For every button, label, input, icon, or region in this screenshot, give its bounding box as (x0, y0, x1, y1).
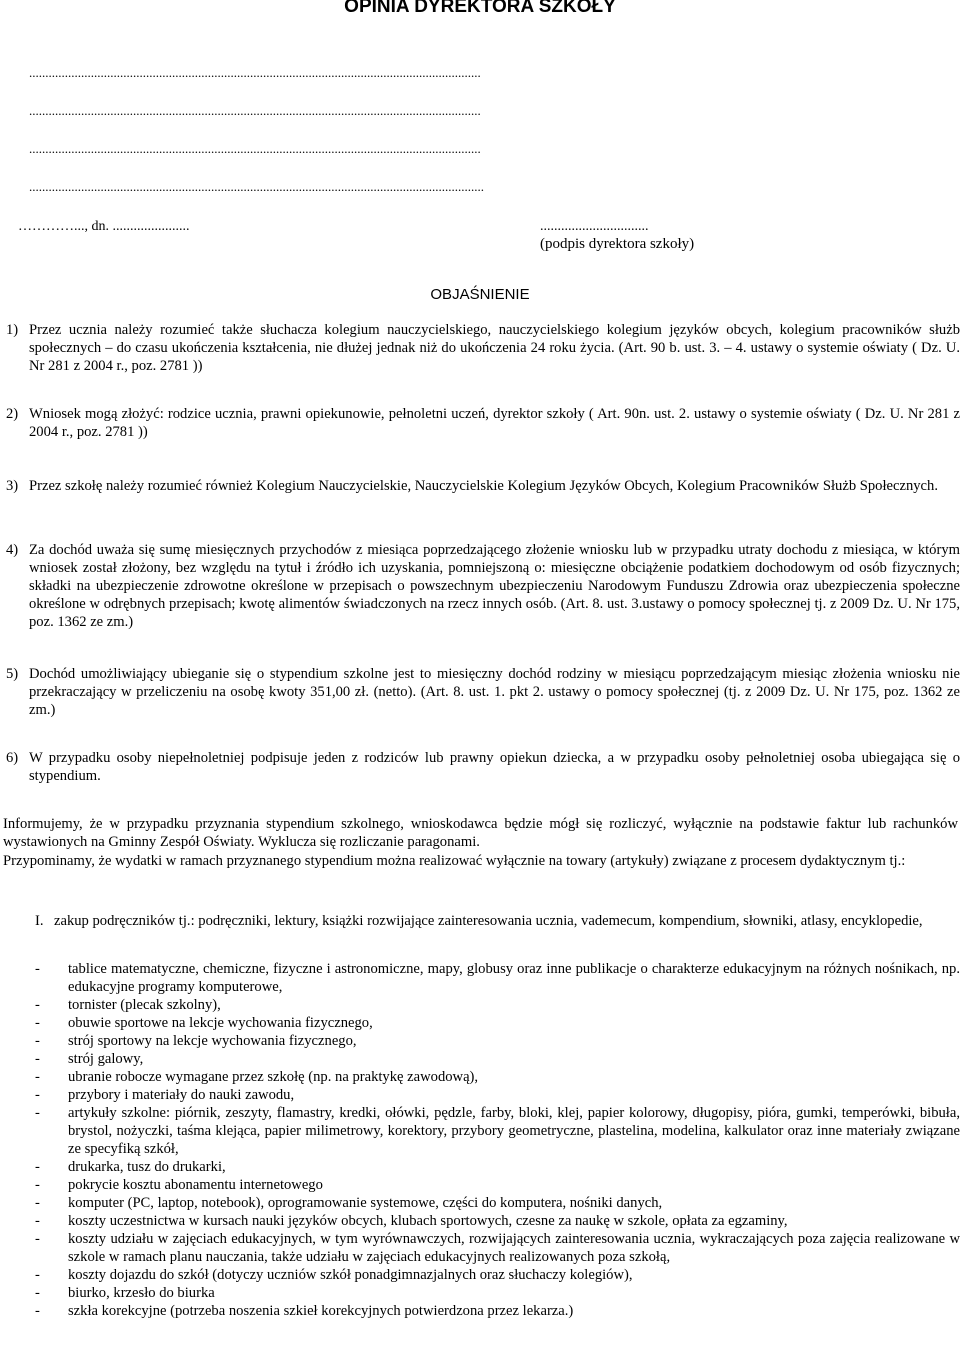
dash-marker: - (35, 1159, 40, 1175)
dash-marker: - (35, 1177, 40, 1193)
dash-marker: - (35, 997, 40, 1013)
note-number: 5) (6, 666, 19, 682)
list-item: - ubranie robocze wymagane przez szkołę (np. na praktykę zawodową), (35, 1069, 479, 1085)
note-6 (0, 749, 960, 785)
place-date-field: …………..., dn. ...................... (18, 219, 190, 234)
dot-line-2: ........................................................................................................................................... (29, 103, 481, 118)
info-paragraph: Informujemy, że w przypadku przyznania stypendium szkolnego, wnioskodawca będzie mógł się rozliczyć, wyłącznie na podstawie faktur lub rachunków wystawionych na Gminny Zespół Oświaty. Wyklucza się rozliczanie paragonami. (3, 816, 958, 850)
note-number: 6) (6, 750, 19, 766)
note-text: Za dochód uważa się sumę miesięcznych przychodów z miesiąca poprzedzającego złożenie wniosku lub w przypadku utraty dochodu z miesiąca, w którym wniosek został złożony, bez względu na tytuł i źródło ich uzyskania, pomniejszoną o: miesięczne obciążenie podatkiem dochodowym od osób fizycznych; składki na ubezpieczenie zdrowotne określone w przepisach o powszechnym ubezpieczeniu Narodowym Funduszu Zdrowia oraz ubezpieczenia społeczne określone w odrębnych przepisach; kwotę alimentów świadczonych na rzecz innych osób. (Art. 8. ust. 3.ustawy o pomocy społecznej tj. z 2009 Dz. U. Nr 175, poz. 1362 ze zm.) (29, 542, 960, 630)
item-marker: I. (35, 913, 44, 929)
note-number: 3) (6, 478, 19, 494)
note-text: Przez szkołę należy rozumieć również Kolegium Nauczycielskie, Nauczycielskie Kolegium Języków Obcych, Kolegium Pracowników Służb Społecznych. (29, 478, 938, 494)
note-text: Dochód umożliwiający ubieganie się o stypendium szkolne jest to miesięczny dochód rodziny w miesiącu poprzedzającym miesiąc złożenia wniosku nie przekraczający w przeliczeniu na osobę kwoty 351,00 zł. (netto). (Art. 8. ust. 1. pkt 2. ustawy o pomocy społecznej (tj. z 2009 Dz. U. Nr 175, poz. 1362 ze zm.) (29, 666, 960, 718)
list-item: - artykuły szkolne: piórnik, zeszyty, flamastry, kredki, ołówki, pędzle, farby, bloki, klej, papier kolorowy, długopisy, pióra, gumki, temperówki, bibuła, brystol, nożyczki, taśma klejąca, papier milimetrowy, korektory, przybory geometryczne, plastelina, modelina, kalkulator oraz inne materiały związane ze specyfiką szkół, (35, 1105, 960, 1157)
list-item: - przybory i materiały do nauki zawodu, (35, 1087, 295, 1103)
dash-marker: - (35, 961, 40, 977)
list-item: - obuwie sportowe na lekcje wychowania fizycznego, (35, 1015, 373, 1031)
note-text: Przez ucznia należy rozumieć także słuchacza kolegium nauczycielskiego, nauczycielskiego kolegium języków obcych, kolegium pracowników służb społecznych – do czasu ukończenia kształcenia, nie dłużej jednak niż do ukończenia 24 roku życia. (Art. 90 b. ust. 3. – 4. ustawy o systemie oświaty ( Dz. U. Nr 281 z 2004 r., poz. 2781 )) (29, 322, 960, 374)
dash-marker: - (35, 1195, 40, 1211)
list-item: - koszty udziału w zajęciach edukacyjnych, w tym wyrównawczych, rozwijających zainteresowania ucznia, wykraczających poza zajęcia realizowane w szkole w ramach planu nauczania, także udziału w zajęciach edukacyjnych realizowanych poza szkołą, (35, 1231, 960, 1265)
reminder-paragraph: Przypominamy, że wydatki w ramach przyznanego stypendium można realizować wyłącznie na towary (artykuły) związane z procesem dydaktycznym tj.: (3, 853, 906, 869)
note-2 (0, 405, 960, 441)
allowed-items-list (0, 960, 960, 1320)
dot-line-3: ........................................................................................................................................... (29, 141, 481, 156)
dash-marker: - (35, 1303, 40, 1319)
dash-marker: - (35, 1015, 40, 1031)
item-i-text: zakup podręczników tj.: podręczniki, lektury, książki rozwijające zainteresowania ucznia, vademecum, kompendium, słowniki, atlasy, encyklopedie, (54, 913, 923, 929)
signature-line: ............................... (540, 219, 649, 234)
dash-marker: - (35, 1033, 40, 1049)
list-item: - pokrycie kosztu abonamentu internetowego (35, 1177, 323, 1193)
item-i (0, 912, 960, 930)
explanations-heading: OBJAŚNIENIE (430, 286, 530, 303)
list-item: - biurko, krzesło do biurka (35, 1285, 215, 1301)
dash-marker: - (35, 1231, 40, 1247)
note-5 (0, 665, 960, 719)
list-item: - tornister (plecak szkolny), (35, 997, 221, 1013)
list-item: - szkła korekcyjne (potrzeba noszenia szkieł korekcyjnych potwierdzona przez lekarza.) (35, 1303, 574, 1319)
note-text: W przypadku osoby niepełnoletniej podpisuje jeden z rodziców lub prawny opiekun dziecka, a w przypadku osoby pełnoletniej osoba ubiegająca się o stypendium. (29, 750, 960, 784)
note-3 (0, 477, 960, 495)
dash-marker: - (35, 1105, 40, 1121)
dash-marker: - (35, 1069, 40, 1085)
list-item: - strój sportowy na lekcje wychowania fizycznego, (35, 1033, 357, 1049)
dash-marker: - (35, 1051, 40, 1067)
note-1 (0, 321, 960, 375)
dot-line-1: ........................................................................................................................................... (29, 65, 481, 80)
list-item: - drukarka, tusz do drukarki, (35, 1159, 226, 1175)
list-item: - tablice matematyczne, chemiczne, fizyczne i astronomiczne, mapy, globusy oraz inne publikacje o charakterze edukacyjnym na różnych nośnikach, np. edukacyjne programy komputerowe, (35, 961, 960, 995)
dash-marker: - (35, 1087, 40, 1103)
list-item: - koszty uczestnictwa w kursach nauki języków obcych, klubach sportowych, czesne za naukę w szkole, opłata za egzaminy, (35, 1213, 788, 1229)
document-title: OPINIA DYREKTORA SZKOŁY (344, 0, 616, 17)
note-number: 1) (6, 322, 19, 338)
dot-line-4: ............................................................................................................................................ (29, 179, 484, 194)
list-item: - strój galowy, (35, 1051, 144, 1067)
dash-marker: - (35, 1285, 40, 1301)
note-text: Wniosek mogą złożyć: rodzice ucznia, prawni opiekunowie, pełnoletni uczeń, dyrektor szkoły ( Art. 90n. ust. 2. ustawy o systemie oświaty ( Dz. U. Nr 281 z 2004 r., poz. 2781 )) (29, 406, 960, 440)
dash-marker: - (35, 1213, 40, 1229)
list-item: - komputer (PC, laptop, notebook), oprogramowanie systemowe, części do komputera, nośniki danych, (35, 1195, 663, 1211)
dash-marker: - (35, 1267, 40, 1283)
note-number: 2) (6, 406, 19, 422)
note-4 (0, 541, 960, 631)
list-item: - koszty dojazdu do szkół (dotyczy uczniów szkół ponadgimnazjalnych oraz słuchaczy kolegiów), (35, 1267, 633, 1283)
note-number: 4) (6, 542, 19, 558)
signature-caption: (podpis dyrektora szkoły) (540, 236, 695, 252)
